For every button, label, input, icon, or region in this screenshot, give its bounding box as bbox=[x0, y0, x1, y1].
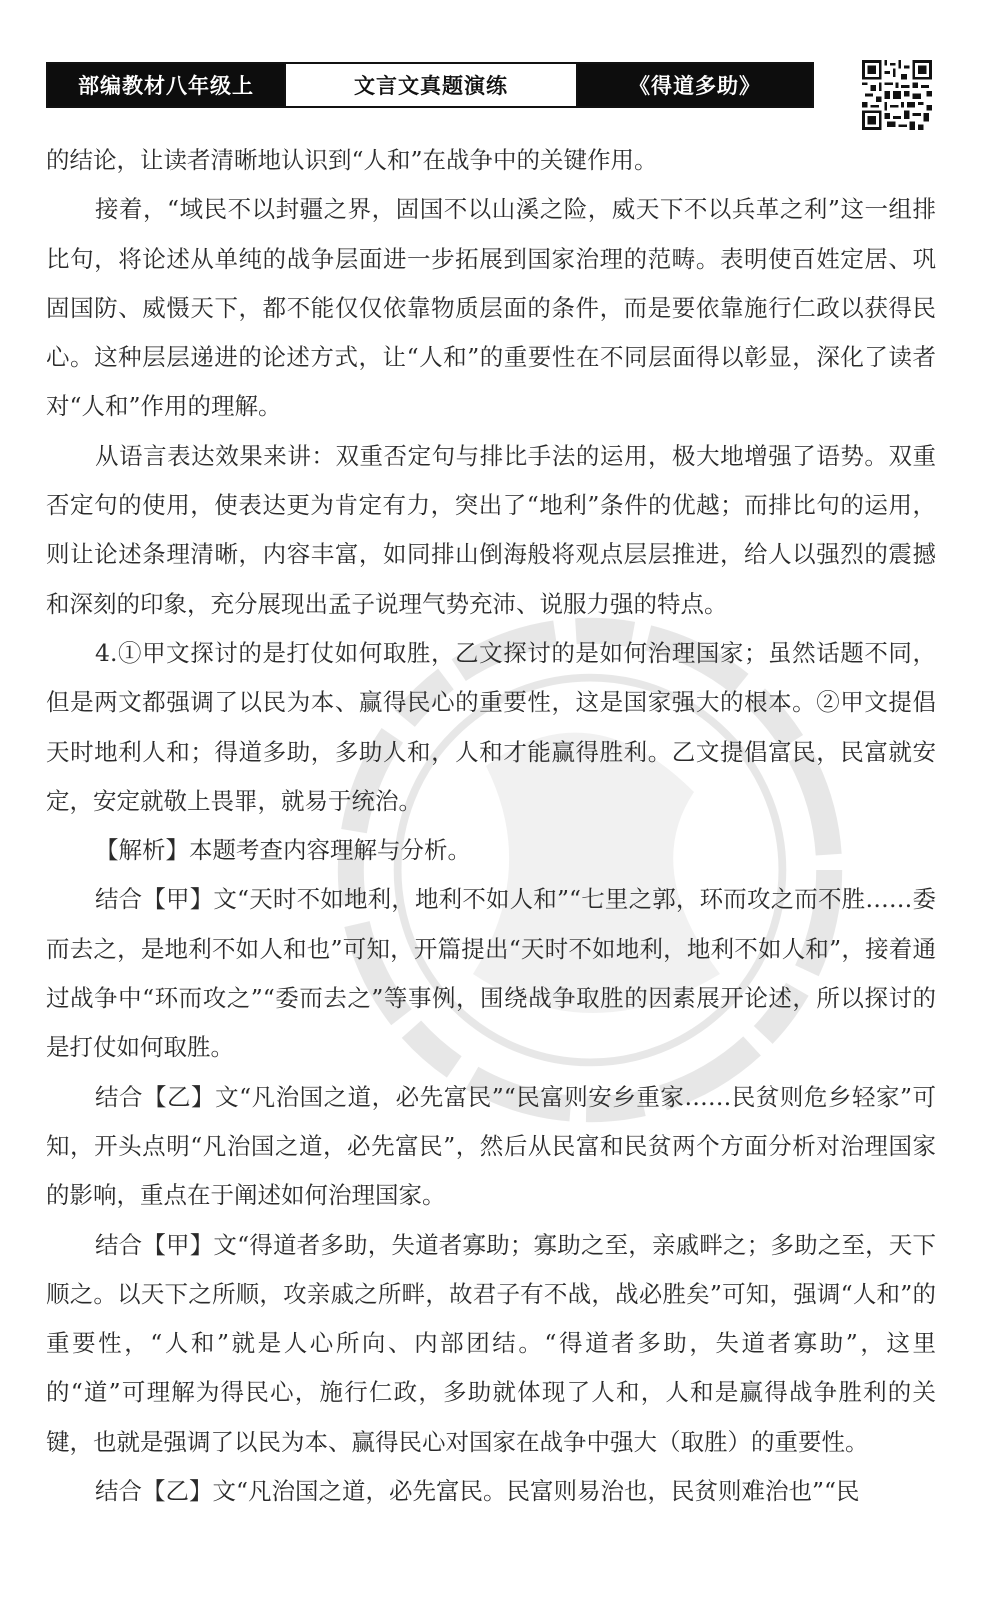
paragraph: 结合【乙】文“凡治国之道，必先富民”“民富则安乡重家……民贫则危乡轻家”可知，开头点明“凡治国之道，必先富民”，然后从民富和民贫两个方面分析对治理国家的影响，重点在于阐述如何治理国家。 bbox=[46, 1082, 936, 1210]
paragraph: 结合【甲】文“得道者多助，失道者寡助；寡助之至，亲戚畔之；多助之至，天下顺之。以天下之所顺，攻亲戚之所畔，故君子有不战，战必胜矣”可知，强调“人和”的重要性，“人和”就是人心所向、内部团结。“得道者多助，失道者寡助”，这里的“道”可理解为得民心，施行仁政，多助就体现了人和，人和是赢得战争胜利的关键，也就是强调了以民为本、赢得民心对国家在战争中强大（取胜）的重要性。 bbox=[46, 1230, 936, 1456]
paragraph: 结合【甲】文“天时不如地利，地利不如人和”“七里之郭，环而攻之而不胜……委而去之，是地利不如人和也”可知，开篇提出“天时不如地利，地利不如人和”，接着通过战争中“环而攻之”“委而去之”等事例，围绕战争取胜的因素展开论述，所以探讨的是打仗如何取胜。 bbox=[46, 885, 936, 1062]
header-grade: 部编教材八年级上 bbox=[48, 64, 284, 106]
paragraph: 结合【乙】文“凡治国之道，必先富民。民富则易治也，民贫则难治也”“民 bbox=[95, 1477, 860, 1506]
paragraph: 接着，“域民不以封疆之界，固国不以山溪之险，威天下不以兵革之利”这一组排比句，将论述从单纯的战争层面进一步拓展到国家治理的范畴。表明使百姓定居、巩固国防、威慑天下，都不能仅仅依靠物质层面的条件，而是要依靠施行仁政以获得民心。这种层层递进的论述方式，让“人和”的重要性在不同层面得以彰显，深化了读者对“人和”作用的理解。 bbox=[46, 195, 936, 421]
header-section: 文言文真题演练 bbox=[284, 64, 578, 106]
document-body bbox=[46, 136, 936, 1516]
paragraph: 【解析】本题考查内容理解与分析。 bbox=[95, 836, 471, 865]
paragraph: 4.①甲文探讨的是打仗如何取胜，乙文探讨的是如何治理国家；虽然话题不同，但是两文都强调了以民为本、赢得民心的重要性，这是国家强大的根本。②甲文提倡天时地利人和；得道多助，多助人和，人和才能赢得胜利。乙文提倡富民，民富就安定，安定就敬上畏罪，就易于统治。 bbox=[46, 638, 936, 815]
qr-code-icon bbox=[862, 60, 932, 130]
paragraph: 从语言表达效果来讲：双重否定句与排比手法的运用，极大地增强了语势。双重否定句的使用，使表达更为肯定有力，突出了“地利”条件的优越；而排比句的运用，则让论述条理清晰，内容丰富，如同排山倒海般将观点层层推进，给人以强烈的震撼和深刻的印象，充分展现出孟子说理气势充沛、说服力强的特点。 bbox=[46, 441, 936, 618]
page-header bbox=[46, 62, 814, 108]
paragraph: 的结论，让读者清晰地认识到“人和”在战争中的关键作用。 bbox=[46, 146, 658, 174]
header-title: 《得道多助》 bbox=[578, 64, 812, 106]
